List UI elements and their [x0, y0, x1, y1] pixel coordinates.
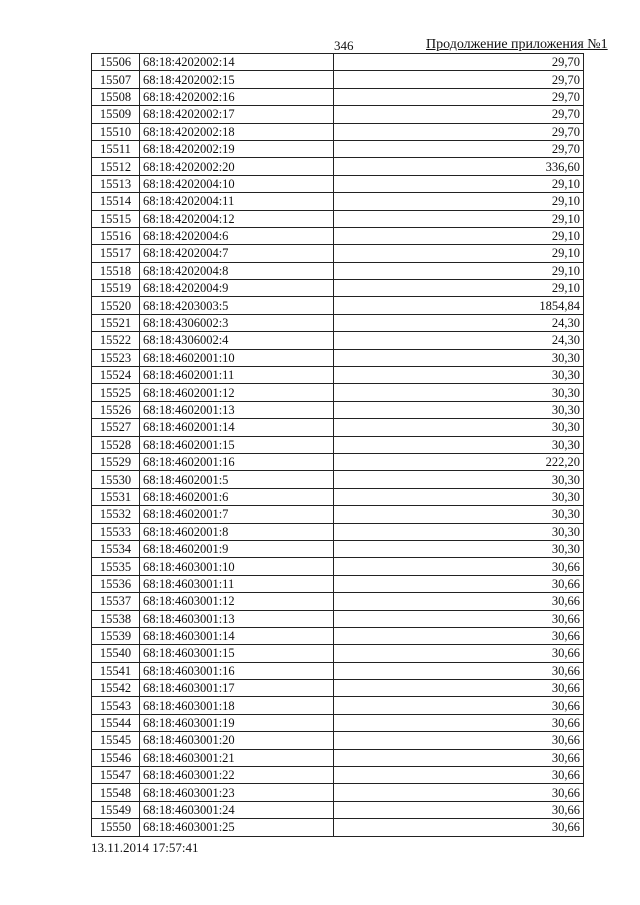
row-number-cell: 15535: [92, 558, 140, 575]
cadastral-number-cell: 68:18:4602001:12: [140, 384, 334, 401]
cadastral-number-cell: 68:18:4202002:14: [140, 54, 334, 71]
area-value-cell: 30,66: [334, 645, 584, 662]
table-row: [92, 297, 584, 314]
area-value-cell: 30,30: [334, 436, 584, 453]
row-number-cell: 15513: [92, 175, 140, 192]
table-row: [92, 106, 584, 123]
table-row: [92, 262, 584, 279]
table-row: [92, 627, 584, 644]
table-row: [92, 71, 584, 88]
area-value-cell: 29,10: [334, 227, 584, 244]
area-value-cell: 29,10: [334, 280, 584, 297]
cadastral-number-cell: 68:18:4602001:9: [140, 540, 334, 557]
cadastral-number-cell: 68:18:4306002:3: [140, 314, 334, 331]
row-number-cell: 15547: [92, 767, 140, 784]
cadastral-number-cell: 68:18:4202002:17: [140, 106, 334, 123]
area-value-cell: 30,30: [334, 488, 584, 505]
cadastral-number-cell: 68:18:4602001:10: [140, 349, 334, 366]
area-value-cell: 30,66: [334, 801, 584, 818]
cadastral-number-cell: 68:18:4603001:18: [140, 697, 334, 714]
area-value-cell: 30,66: [334, 767, 584, 784]
table-row: [92, 749, 584, 766]
area-value-cell: 1854,84: [334, 297, 584, 314]
cadastral-number-cell: 68:18:4603001:13: [140, 610, 334, 627]
cadastral-number-cell: 68:18:4202004:9: [140, 280, 334, 297]
row-number-cell: 15534: [92, 540, 140, 557]
row-number-cell: 15533: [92, 523, 140, 540]
row-number-cell: 15545: [92, 732, 140, 749]
table-row: [92, 436, 584, 453]
data-table: [91, 53, 584, 837]
row-number-cell: 15516: [92, 227, 140, 244]
cadastral-number-cell: 68:18:4202004:7: [140, 245, 334, 262]
table-row: [92, 593, 584, 610]
row-number-cell: 15529: [92, 453, 140, 470]
table-row: [92, 453, 584, 470]
area-value-cell: 30,30: [334, 506, 584, 523]
area-value-cell: 29,70: [334, 140, 584, 157]
cadastral-number-cell: 68:18:4602001:8: [140, 523, 334, 540]
row-number-cell: 15546: [92, 749, 140, 766]
table-row: [92, 645, 584, 662]
row-number-cell: 15521: [92, 314, 140, 331]
area-value-cell: 30,30: [334, 367, 584, 384]
area-value-cell: 30,66: [334, 662, 584, 679]
cadastral-number-cell: 68:18:4602001:13: [140, 401, 334, 418]
table-row: [92, 280, 584, 297]
row-number-cell: 15548: [92, 784, 140, 801]
area-value-cell: 30,66: [334, 732, 584, 749]
area-value-cell: 30,66: [334, 749, 584, 766]
table-row: [92, 523, 584, 540]
table-row: [92, 610, 584, 627]
cadastral-number-cell: 68:18:4602001:14: [140, 419, 334, 436]
table-row: [92, 349, 584, 366]
cadastral-number-cell: 68:18:4202004:12: [140, 210, 334, 227]
table-row: [92, 662, 584, 679]
row-number-cell: 15543: [92, 697, 140, 714]
table-row: [92, 227, 584, 244]
area-value-cell: 24,30: [334, 314, 584, 331]
appendix-continuation-title: Продолжение приложения №1: [426, 37, 608, 52]
cadastral-number-cell: 68:18:4603001:23: [140, 784, 334, 801]
table-row: [92, 123, 584, 140]
row-number-cell: 15523: [92, 349, 140, 366]
row-number-cell: 15539: [92, 627, 140, 644]
cadastral-number-cell: 68:18:4202002:15: [140, 71, 334, 88]
row-number-cell: 15524: [92, 367, 140, 384]
footer-timestamp: 13.11.2014 17:57:41: [91, 840, 199, 855]
table-row: [92, 175, 584, 192]
row-number-cell: 15549: [92, 801, 140, 818]
table-row: [92, 558, 584, 575]
area-value-cell: 29,70: [334, 123, 584, 140]
cadastral-number-cell: 68:18:4603001:16: [140, 662, 334, 679]
cadastral-number-cell: 68:18:4202004:6: [140, 227, 334, 244]
table-row: [92, 401, 584, 418]
cadastral-number-cell: 68:18:4603001:12: [140, 593, 334, 610]
area-value-cell: 29,70: [334, 54, 584, 71]
table-row: [92, 575, 584, 592]
area-value-cell: 30,66: [334, 784, 584, 801]
row-number-cell: 15515: [92, 210, 140, 227]
cadastral-number-cell: 68:18:4602001:11: [140, 367, 334, 384]
area-value-cell: 30,66: [334, 697, 584, 714]
area-value-cell: 30,30: [334, 540, 584, 557]
cadastral-number-cell: 68:18:4203003:5: [140, 297, 334, 314]
table-row: [92, 367, 584, 384]
row-number-cell: 15514: [92, 193, 140, 210]
area-value-cell: 30,30: [334, 471, 584, 488]
table-row: [92, 245, 584, 262]
area-value-cell: 30,66: [334, 610, 584, 627]
area-value-cell: 30,66: [334, 680, 584, 697]
row-number-cell: 15532: [92, 506, 140, 523]
area-value-cell: 30,66: [334, 558, 584, 575]
area-value-cell: 222,20: [334, 453, 584, 470]
area-value-cell: 29,70: [334, 71, 584, 88]
table-row: [92, 140, 584, 157]
row-number-cell: 15509: [92, 106, 140, 123]
area-value-cell: 30,66: [334, 593, 584, 610]
row-number-cell: 15531: [92, 488, 140, 505]
table-row: [92, 680, 584, 697]
area-value-cell: 29,70: [334, 106, 584, 123]
table-row: [92, 732, 584, 749]
area-value-cell: 30,66: [334, 714, 584, 731]
row-number-cell: 15518: [92, 262, 140, 279]
row-number-cell: 15510: [92, 123, 140, 140]
cadastral-number-cell: 68:18:4202004:11: [140, 193, 334, 210]
cadastral-number-cell: 68:18:4202002:18: [140, 123, 334, 140]
cadastral-number-cell: 68:18:4603001:22: [140, 767, 334, 784]
row-number-cell: 15544: [92, 714, 140, 731]
row-number-cell: 15512: [92, 158, 140, 175]
area-value-cell: 29,10: [334, 262, 584, 279]
table-row: [92, 714, 584, 731]
table-body: [92, 54, 584, 837]
row-number-cell: 15541: [92, 662, 140, 679]
row-number-cell: 15511: [92, 140, 140, 157]
row-number-cell: 15538: [92, 610, 140, 627]
cadastral-number-cell: 68:18:4603001:11: [140, 575, 334, 592]
area-value-cell: 30,30: [334, 349, 584, 366]
cadastral-number-cell: 68:18:4602001:7: [140, 506, 334, 523]
cadastral-number-cell: 68:18:4202002:16: [140, 88, 334, 105]
table-row: [92, 314, 584, 331]
cadastral-number-cell: 68:18:4602001:5: [140, 471, 334, 488]
table-row: [92, 419, 584, 436]
table-row: [92, 697, 584, 714]
cadastral-number-cell: 68:18:4603001:21: [140, 749, 334, 766]
table-row: [92, 332, 584, 349]
area-value-cell: 29,10: [334, 193, 584, 210]
area-value-cell: 29,10: [334, 210, 584, 227]
row-number-cell: 15508: [92, 88, 140, 105]
table-row: [92, 801, 584, 818]
row-number-cell: 15517: [92, 245, 140, 262]
row-number-cell: 15528: [92, 436, 140, 453]
area-value-cell: 30,66: [334, 575, 584, 592]
page-number: 346: [334, 38, 354, 53]
cadastral-number-cell: 68:18:4202004:8: [140, 262, 334, 279]
cadastral-number-cell: 68:18:4603001:10: [140, 558, 334, 575]
cadastral-number-cell: 68:18:4603001:25: [140, 819, 334, 836]
row-number-cell: 15525: [92, 384, 140, 401]
cadastral-number-cell: 68:18:4306002:4: [140, 332, 334, 349]
area-value-cell: 336,60: [334, 158, 584, 175]
area-value-cell: 30,30: [334, 401, 584, 418]
table-row: [92, 540, 584, 557]
row-number-cell: 15519: [92, 280, 140, 297]
table-row: [92, 471, 584, 488]
row-number-cell: 15507: [92, 71, 140, 88]
cadastral-number-cell: 68:18:4603001:20: [140, 732, 334, 749]
cadastral-number-cell: 68:18:4202002:19: [140, 140, 334, 157]
table-row: [92, 158, 584, 175]
row-number-cell: 15522: [92, 332, 140, 349]
table-row: [92, 210, 584, 227]
table-row: [92, 767, 584, 784]
cadastral-number-cell: 68:18:4202002:20: [140, 158, 334, 175]
cadastral-number-cell: 68:18:4202004:10: [140, 175, 334, 192]
area-value-cell: 24,30: [334, 332, 584, 349]
row-number-cell: 15530: [92, 471, 140, 488]
table-row: [92, 384, 584, 401]
area-value-cell: 30,30: [334, 419, 584, 436]
cadastral-number-cell: 68:18:4603001:14: [140, 627, 334, 644]
cadastral-number-cell: 68:18:4602001:16: [140, 453, 334, 470]
table-row: [92, 506, 584, 523]
cadastral-number-cell: 68:18:4603001:15: [140, 645, 334, 662]
table-row: [92, 819, 584, 836]
row-number-cell: 15526: [92, 401, 140, 418]
row-number-cell: 15542: [92, 680, 140, 697]
area-value-cell: 29,70: [334, 88, 584, 105]
cadastral-number-cell: 68:18:4602001:15: [140, 436, 334, 453]
table-row: [92, 88, 584, 105]
row-number-cell: 15550: [92, 819, 140, 836]
table-row: [92, 488, 584, 505]
cadastral-number-cell: 68:18:4603001:19: [140, 714, 334, 731]
cadastral-number-cell: 68:18:4603001:17: [140, 680, 334, 697]
area-value-cell: 29,10: [334, 245, 584, 262]
area-value-cell: 30,66: [334, 627, 584, 644]
cadastral-number-cell: 68:18:4603001:24: [140, 801, 334, 818]
area-value-cell: 30,30: [334, 523, 584, 540]
area-value-cell: 29,10: [334, 175, 584, 192]
row-number-cell: 15537: [92, 593, 140, 610]
row-number-cell: 15506: [92, 54, 140, 71]
row-number-cell: 15520: [92, 297, 140, 314]
area-value-cell: 30,66: [334, 819, 584, 836]
table-row: [92, 784, 584, 801]
row-number-cell: 15540: [92, 645, 140, 662]
row-number-cell: 15536: [92, 575, 140, 592]
area-value-cell: 30,30: [334, 384, 584, 401]
cadastral-table: [91, 53, 584, 837]
cadastral-number-cell: 68:18:4602001:6: [140, 488, 334, 505]
table-row: [92, 193, 584, 210]
row-number-cell: 15527: [92, 419, 140, 436]
table-row: [92, 54, 584, 71]
